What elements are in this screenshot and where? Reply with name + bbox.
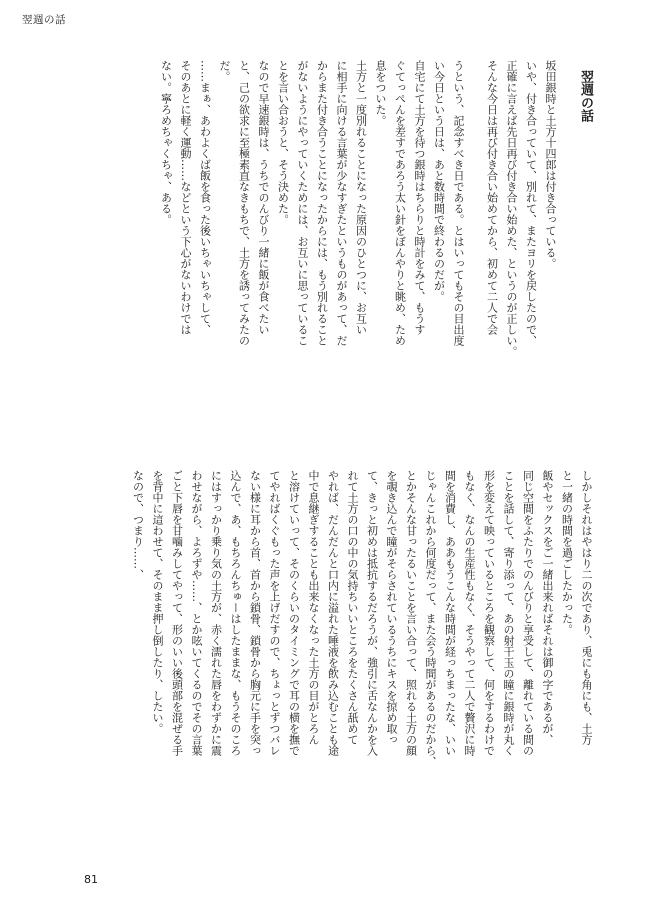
text-line: ない様に耳から首、首から鎖骨、鎖骨から胸元に手を突っ [248, 470, 262, 756]
text-line: 正確に言えば先日再び付き合い始めた、というのが正しい。 [505, 60, 518, 357]
text-line: わせながら、よろずや……、とか呟いてくるのでその言葉 [190, 470, 203, 756]
text-line: い今日という日は、あと数時間で終わるのだが。 [432, 60, 446, 302]
text-line: を背中に這わせて、そのまま押し倒したり、したい。 [151, 470, 164, 734]
text-line: 飯やセックスをご一緒出来ればそれは御の字であるが、 [541, 470, 554, 745]
text-line: ことを話して、寄り添って、あの射干玉の瞳に銀時が丸く [502, 470, 515, 756]
text-line: じゃんこれから何度だって、また会う時間があるのだから、 [424, 470, 437, 767]
text-line: と溶けていって、そのくらいのタイミングで耳の横を撫で [287, 470, 301, 756]
text-line: なので早速銀時は、うちでのんびり一緒に飯が食べたい [257, 60, 270, 335]
text-line: もなく、なんの生産性もなく、そうやって二人で贅沢に時 [463, 470, 476, 756]
text-line: ごと下唇を甘噛みしてやって、形のいい後頭部を混ぜる手 [170, 470, 184, 756]
text-line: 土方と一度別れることになった原因のひとつに、お互い [354, 60, 368, 335]
text-line: なので、つまり……、 [131, 470, 145, 580]
text-line: ぐてっぺんを差すであろう太い針をぼんやりと眺め、ため [393, 60, 407, 346]
text-line: 同じ空間をふたりでのんびりと享受して、離れている間の [521, 470, 535, 756]
text-line: 間を消費し、ああもうこんな時間が経っちまったな、いい [443, 470, 457, 756]
page-number: 81 [84, 873, 98, 886]
text-line: とを言い合おうと、そう決めた。 [276, 60, 290, 225]
text-line: いや、付き合っていて、別れて、またヨリを戻したので、 [524, 60, 538, 346]
text-line: がないようにやっていくためには、お互いに思っているこ [296, 60, 309, 346]
chapter-title: 翌週の話 [578, 70, 593, 122]
text-line: そのあとに軽く運動……などという下心がないわけでは [179, 60, 192, 335]
lower-text-block [126, 470, 596, 840]
text-line: 込んで、あ、もちろんちゅーはしたままな、もうそのころ [229, 470, 242, 756]
text-line: ……まぁ、あわよくば飯を食った後いちゃいちゃして、 [198, 60, 212, 335]
text-line: からまた付き合うことになったからには、もう別れること [315, 60, 329, 346]
text-line: とかそんな甘ったるいことを言い合って、照れる土方の顔 [404, 470, 418, 756]
text-line: だ。 [218, 60, 231, 82]
text-line: そんな今日は再び付き合い始めてから、初めて二人で会 [485, 60, 499, 335]
text-line: て、きっと初めは抵抗するだろうが、強引に舌なんかを入 [365, 470, 379, 756]
text-line: うという、記念すべき日である。とはいってもその目出度 [452, 60, 465, 346]
text-line: を覗き込んで瞳がそらされているうちにキスを掠め取っ [385, 470, 398, 745]
text-line: 息をついた。 [374, 60, 387, 126]
text-line: しかしそれはやはり二の次であり、兎にも角にも、土方 [580, 470, 593, 745]
upper-text-block [126, 60, 596, 450]
text-line: 形を変えて映っているところを観察して、何をするわけで [482, 470, 496, 756]
text-line: にはすっかり乗り気の土方が、赤く濡れた唇をわずかに震 [209, 470, 223, 756]
text-line: ない。寧ろめちゃくちゃ、ある。 [159, 60, 173, 225]
text-line: に相手に向ける言葉が少なすぎたというものがあって、だ [335, 60, 348, 346]
running-head: 翌週の話 [22, 14, 66, 26]
text-line: と、己の欲求に至極素直なきもちで、土方を誘ってみたの [237, 60, 251, 346]
text-line: 自宅にて土方を待つ銀時はちらりと時計をみて、もうす [413, 60, 426, 335]
text-line: れて土方の口の中の気持ちいいところをたくさん舐めて [346, 470, 359, 745]
text-line: 中で息継ぎすることも出来なくなった土方の目がとろん [307, 470, 320, 745]
text-line: てやればくぐもった声を上げだすので、ちょっとずつバレ [268, 470, 281, 756]
text-line: 坂田銀時と土方十四郎は付き合っている。 [544, 60, 557, 269]
text-line: やれば、だんだんと口内に溢れた唾液を飲み込むことも途 [326, 470, 340, 756]
text-line: と一緒の時間を過ごしたかった。 [560, 470, 574, 635]
